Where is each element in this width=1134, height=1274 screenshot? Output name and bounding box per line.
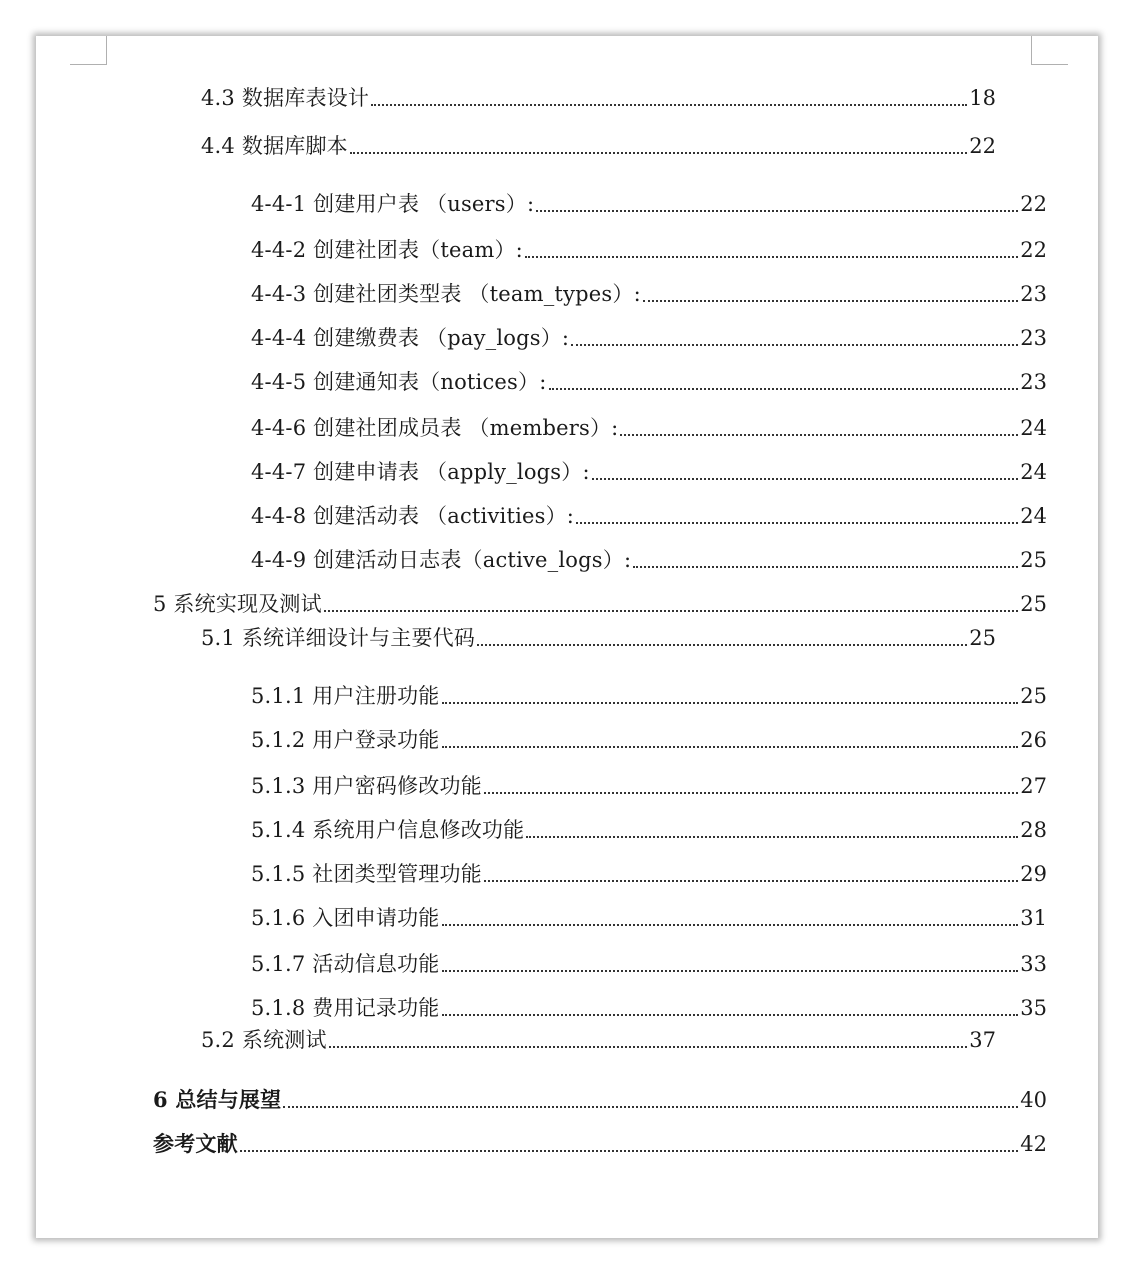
toc-entry-title: 5.1 系统详细设计与主要代码 [201, 626, 476, 650]
toc-entry-title: 6 总结与展望 [153, 1087, 282, 1112]
toc-entry-page-number: 26 [1020, 728, 1047, 752]
toc-entry[interactable] [251, 816, 1047, 844]
toc-entry-title: 参考文献 [153, 1131, 238, 1156]
toc-dot-leader [526, 820, 1018, 838]
toc-entry[interactable] [251, 502, 1047, 530]
toc-dot-leader [283, 1090, 1018, 1108]
toc-entry-page-number: 22 [1020, 192, 1047, 216]
toc-entry-page-number: 25 [1020, 548, 1047, 572]
toc-entry[interactable] [251, 726, 1047, 754]
toc-entry[interactable] [251, 682, 1047, 710]
toc-entry-page-number: 23 [1020, 370, 1047, 394]
toc-entry-page-number: 42 [1020, 1132, 1047, 1156]
toc-entry[interactable] [251, 860, 1047, 888]
toc-entry[interactable] [201, 1026, 996, 1054]
toc-entry[interactable] [201, 132, 996, 160]
toc-entry-title: 5.1.8 费用记录功能 [251, 996, 440, 1020]
toc-entry-title: 4-4-9 创建活动日志表（active_logs）: [251, 548, 632, 572]
toc-dot-leader [324, 594, 1018, 612]
toc-entry-page-number: 40 [1020, 1088, 1047, 1112]
crop-mark-top-right [1031, 36, 1068, 65]
toc-entry[interactable] [251, 772, 1047, 800]
toc-entry[interactable] [251, 324, 1047, 352]
toc-entry-page-number: 24 [1020, 416, 1047, 440]
toc-entry-title: 5.2 系统测试 [201, 1028, 327, 1052]
toc-entry-title: 4-4-5 创建通知表（notices）: [251, 370, 547, 394]
toc-entry-title: 5.1.2 用户登录功能 [251, 728, 440, 752]
toc-dot-leader [643, 284, 1018, 302]
toc-entry-page-number: 25 [969, 626, 996, 650]
toc-entry-page-number: 22 [1020, 238, 1047, 262]
toc-entry-title: 4-4-7 创建申请表 （apply_logs）: [251, 460, 590, 484]
toc-entry-page-number: 37 [969, 1028, 996, 1052]
toc-entry-title: 5.1.6 入团申请功能 [251, 906, 440, 930]
toc-entry[interactable] [251, 236, 1047, 264]
toc-entry-title: 5.1.5 社团类型管理功能 [251, 862, 482, 886]
toc-entry-page-number: 25 [1020, 592, 1047, 616]
toc-entry-page-number: 24 [1020, 504, 1047, 528]
toc-entry[interactable] [153, 1130, 1047, 1158]
toc-entry-title: 4.4 数据库脚本 [201, 134, 348, 158]
toc-dot-leader [576, 506, 1018, 524]
toc-dot-leader [442, 908, 1019, 926]
toc-entry-title: 5.1.1 用户注册功能 [251, 684, 440, 708]
toc-entry[interactable] [251, 458, 1047, 486]
toc-entry[interactable] [251, 280, 1047, 308]
toc-dot-leader [350, 136, 967, 154]
toc-entry-page-number: 31 [1020, 906, 1047, 930]
toc-dot-leader [592, 462, 1019, 480]
toc-entry[interactable] [251, 546, 1047, 574]
toc-entry[interactable] [251, 904, 1047, 932]
toc-entry-title: 5.1.7 活动信息功能 [251, 952, 440, 976]
toc-entry[interactable] [201, 84, 996, 112]
toc-entry-page-number: 18 [969, 86, 996, 110]
toc-dot-leader [525, 240, 1018, 258]
toc-entry-page-number: 23 [1020, 326, 1047, 350]
toc-entry-page-number: 27 [1020, 774, 1047, 798]
toc-entry-title: 4-4-2 创建社团表（team）: [251, 238, 523, 262]
toc-dot-leader [442, 954, 1019, 972]
toc-entry-page-number: 29 [1020, 862, 1047, 886]
toc-entry-page-number: 22 [969, 134, 996, 158]
toc-entry-page-number: 35 [1020, 996, 1047, 1020]
toc-dot-leader [329, 1030, 968, 1048]
toc-dot-leader [240, 1134, 1018, 1152]
toc-entry-page-number: 23 [1020, 282, 1047, 306]
toc-dot-leader [442, 686, 1019, 704]
toc-entry-title: 5.1.4 系统用户信息修改功能 [251, 818, 525, 842]
toc-entry[interactable] [251, 414, 1047, 442]
toc-entry[interactable] [153, 590, 1047, 618]
toc-entry-title: 4-4-4 创建缴费表 （pay_logs）: [251, 326, 570, 350]
toc-entry-title: 4-4-6 创建社团成员表 （members）: [251, 416, 619, 440]
toc-entry-page-number: 25 [1020, 684, 1047, 708]
toc-dot-leader [442, 998, 1019, 1016]
toc-entry-page-number: 28 [1020, 818, 1047, 842]
toc-entry-title: 4-4-1 创建用户表 （users）: [251, 192, 535, 216]
toc-entry-title: 5 系统实现及测试 [153, 592, 322, 616]
toc-entry-page-number: 33 [1020, 952, 1047, 976]
document-page [36, 36, 1098, 1238]
toc-dot-leader [633, 550, 1018, 568]
toc-dot-leader [620, 418, 1018, 436]
toc-dot-leader [371, 88, 967, 106]
toc-entry[interactable] [251, 994, 1047, 1022]
toc-entry[interactable] [251, 368, 1047, 396]
toc-dot-leader [442, 730, 1019, 748]
toc-entry[interactable] [251, 190, 1047, 218]
toc-dot-leader [571, 328, 1018, 346]
toc-entry-page-number: 24 [1020, 460, 1047, 484]
toc-entry[interactable] [201, 624, 996, 652]
crop-mark-top-left [70, 36, 107, 65]
toc-entry-title: 4.3 数据库表设计 [201, 86, 370, 110]
toc-dot-leader [484, 864, 1018, 882]
toc-entry[interactable] [251, 950, 1047, 978]
toc-dot-leader [477, 628, 967, 646]
toc-entry-title: 4-4-8 创建活动表 （activities）: [251, 504, 575, 528]
toc-entry-title: 4-4-3 创建社团类型表 （team_types）: [251, 282, 641, 306]
toc-entry-title: 5.1.3 用户密码修改功能 [251, 774, 482, 798]
toc-entry[interactable] [153, 1086, 1047, 1114]
toc-dot-leader [484, 776, 1018, 794]
toc-dot-leader [549, 372, 1019, 390]
toc-dot-leader [536, 194, 1018, 212]
